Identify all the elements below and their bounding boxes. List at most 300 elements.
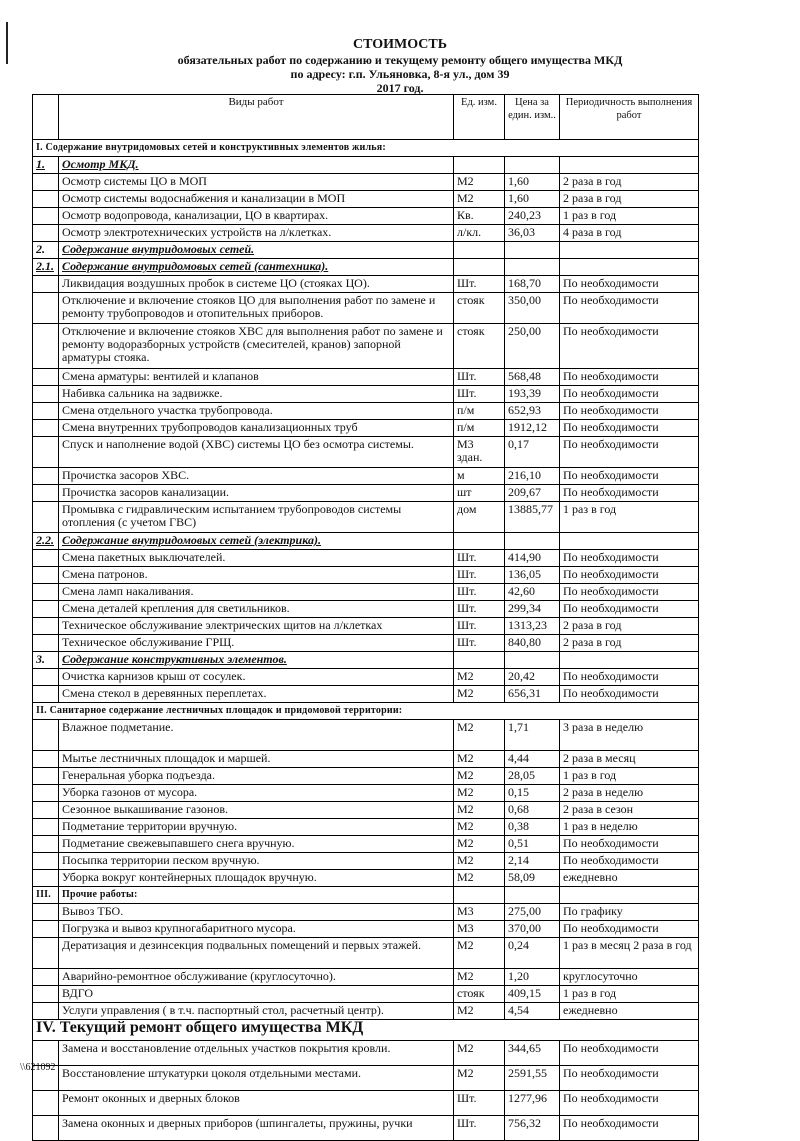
unit-cell: М2	[454, 720, 505, 751]
table-row	[33, 567, 699, 584]
price-cell: 0,51	[505, 836, 560, 853]
price-cell: 1,71	[505, 720, 560, 751]
periodicity-cell: По необходимости	[560, 276, 699, 293]
price-cell: 1313,23	[505, 618, 560, 635]
table-row	[33, 686, 699, 703]
unit-cell: Шт.	[454, 601, 505, 618]
unit-cell: Шт.	[454, 386, 505, 403]
row-number	[33, 437, 59, 468]
work-name: Смена отдельного участка трубопровода.	[59, 403, 454, 420]
table-row	[33, 1091, 699, 1116]
price-cell: 193,39	[505, 386, 560, 403]
unit-cell: М2	[454, 802, 505, 819]
row-number	[33, 485, 59, 502]
periodicity-cell: По необходимости	[560, 550, 699, 567]
work-name: Отключение и включение стояков ХВС для выполнения работ по замене и ремонту водоразборных устройств (смесителей, кранов) запорной арматуры стояка.	[59, 324, 454, 369]
subsection-title: Прочие работы:	[59, 887, 454, 904]
price-cell: 344,65	[505, 1041, 560, 1066]
table-header-row	[33, 95, 699, 140]
price-cell: 13885,77	[505, 502, 560, 533]
row-number	[33, 225, 59, 242]
work-name: Осмотр электротехнических устройств на л/клетках.	[59, 225, 454, 242]
work-name: Смена пакетных выключателей.	[59, 550, 454, 567]
row-number	[33, 403, 59, 420]
price-cell: 240,23	[505, 208, 560, 225]
table-row	[33, 485, 699, 502]
subsection-row	[33, 533, 699, 550]
price-cell: 168,70	[505, 276, 560, 293]
unit-cell: дом	[454, 502, 505, 533]
row-number	[33, 938, 59, 969]
periodicity-cell: По необходимости	[560, 669, 699, 686]
periodicity-cell: По необходимости	[560, 468, 699, 485]
row-number	[33, 870, 59, 887]
periodicity-cell: 2 раза в месяц	[560, 751, 699, 768]
work-name: Смена внутренних трубопроводов канализационных труб	[59, 420, 454, 437]
row-number	[33, 785, 59, 802]
periodicity-cell: По необходимости	[560, 921, 699, 938]
table-row	[33, 768, 699, 785]
periodicity-cell: 2 раза в год	[560, 618, 699, 635]
price-cell: 409,15	[505, 986, 560, 1003]
periodicity-cell: По необходимости	[560, 420, 699, 437]
table-row	[33, 618, 699, 635]
periodicity-cell: По необходимости	[560, 293, 699, 324]
periodicity-cell: 1 раз в год	[560, 208, 699, 225]
header-work-type: Виды работ	[59, 95, 454, 140]
subsection-title: Содержание внутридомовых сетей (электрика).	[59, 533, 454, 550]
document-year: 2017 год.	[376, 81, 424, 95]
price-cell	[505, 533, 560, 550]
section-header-row	[33, 140, 699, 157]
unit-cell: М2	[454, 174, 505, 191]
work-name: ВДГО	[59, 986, 454, 1003]
unit-cell: М3	[454, 904, 505, 921]
periodicity-cell: 1 раз в год	[560, 986, 699, 1003]
section-title: IV. Текущий ремонт общего имущества МКД	[33, 1020, 699, 1041]
unit-cell: л/кл.	[454, 225, 505, 242]
unit-cell: Кв.	[454, 208, 505, 225]
subsection-row	[33, 887, 699, 904]
work-name: Ликвидация воздушных пробок в системе ЦО (стояках ЦО).	[59, 276, 454, 293]
unit-cell	[454, 652, 505, 669]
unit-cell: М2	[454, 686, 505, 703]
work-name: Смена патронов.	[59, 567, 454, 584]
row-number	[33, 836, 59, 853]
row-number	[33, 1091, 59, 1116]
unit-cell	[454, 242, 505, 259]
price-cell: 4,54	[505, 1003, 560, 1020]
periodicity-cell: По необходимости	[560, 1041, 699, 1066]
table-row	[33, 403, 699, 420]
price-cell: 1,20	[505, 969, 560, 986]
unit-cell	[454, 533, 505, 550]
periodicity-cell: По необходимости	[560, 485, 699, 502]
work-name: Замена оконных и дверных приборов (шпингалеты, пружины, ручки	[59, 1116, 454, 1141]
periodicity-cell	[560, 887, 699, 904]
unit-cell: М2	[454, 669, 505, 686]
table-row	[33, 191, 699, 208]
subsection-row	[33, 157, 699, 174]
work-name: Подметание свежевыпавшего снега вручную.	[59, 836, 454, 853]
work-name: Уборка вокруг контейнерных площадок вручную.	[59, 870, 454, 887]
table-row	[33, 938, 699, 969]
row-number	[33, 969, 59, 986]
table-row	[33, 921, 699, 938]
table-row	[33, 1116, 699, 1141]
work-name: Влажное подметание.	[59, 720, 454, 751]
price-cell: 136,05	[505, 567, 560, 584]
work-name: Промывка с гидравлическим испытанием трубопроводов системы отопления (с учетом ГВС)	[59, 502, 454, 533]
table-row	[33, 785, 699, 802]
work-name: Техническое обслуживание электрических щитов на л/клетках	[59, 618, 454, 635]
row-number	[33, 276, 59, 293]
unit-cell: М3	[454, 921, 505, 938]
periodicity-cell	[560, 259, 699, 276]
document-code: \\621092	[20, 1062, 56, 1073]
subsection-row	[33, 652, 699, 669]
price-cell: 1277,96	[505, 1091, 560, 1116]
work-name: Отключение и включение стояков ЦО для выполнения работ по замене и ремонту трубопроводов и отопительных приборов.	[59, 293, 454, 324]
work-name: Аварийно-ремонтное обслуживание (круглосуточно).	[59, 969, 454, 986]
unit-cell: М2	[454, 969, 505, 986]
periodicity-cell: По необходимости	[560, 1091, 699, 1116]
unit-cell: стояк	[454, 293, 505, 324]
unit-cell: Шт.	[454, 550, 505, 567]
work-name: Осмотр системы ЦО в МОП	[59, 174, 454, 191]
row-number	[33, 904, 59, 921]
subsection-row	[33, 259, 699, 276]
section-title: I. Содержание внутридомовых сетей и конструктивных элементов жилья:	[33, 140, 699, 157]
row-number: III.	[33, 887, 59, 904]
periodicity-cell: По графику	[560, 904, 699, 921]
periodicity-cell: 1 раз в год	[560, 502, 699, 533]
unit-cell: М2	[454, 1041, 505, 1066]
work-name: Сезонное выкашивание газонов.	[59, 802, 454, 819]
section-header-row	[33, 703, 699, 720]
header-periodicity: Периодичность выполнения работ	[560, 95, 699, 140]
subsection-row	[33, 242, 699, 259]
row-number	[33, 751, 59, 768]
price-cell: 0,15	[505, 785, 560, 802]
periodicity-cell: 1 раз в год	[560, 768, 699, 785]
periodicity-cell: По необходимости	[560, 836, 699, 853]
table-row	[33, 550, 699, 567]
table-row	[33, 1066, 699, 1091]
row-number	[33, 502, 59, 533]
price-cell: 568,48	[505, 369, 560, 386]
price-cell: 4,44	[505, 751, 560, 768]
price-cell: 0,24	[505, 938, 560, 969]
unit-cell: М2	[454, 768, 505, 785]
row-number	[33, 293, 59, 324]
table-row	[33, 369, 699, 386]
periodicity-cell: По необходимости	[560, 437, 699, 468]
periodicity-cell: По необходимости	[560, 567, 699, 584]
unit-cell	[454, 887, 505, 904]
work-name: Посыпка территории песком вручную.	[59, 853, 454, 870]
table-row	[33, 276, 699, 293]
periodicity-cell: По необходимости	[560, 1116, 699, 1141]
unit-cell: м	[454, 468, 505, 485]
table-row	[33, 986, 699, 1003]
periodicity-cell: ежедневно	[560, 1003, 699, 1020]
row-number	[33, 802, 59, 819]
work-name: Замена и восстановление отдельных участков покрытия кровли.	[59, 1041, 454, 1066]
periodicity-cell	[560, 242, 699, 259]
unit-cell: Шт.	[454, 635, 505, 652]
unit-cell: Шт.	[454, 567, 505, 584]
periodicity-cell: круглосуточно	[560, 969, 699, 986]
unit-cell: М2	[454, 785, 505, 802]
unit-cell: Шт.	[454, 1091, 505, 1116]
unit-cell	[454, 157, 505, 174]
periodicity-cell: По необходимости	[560, 386, 699, 403]
work-name: Спуск и наполнение водой (ХВС) системы ЦО без осмотра системы.	[59, 437, 454, 468]
periodicity-cell: По необходимости	[560, 403, 699, 420]
subsection-title: Содержание конструктивных элементов.	[59, 652, 454, 669]
price-cell: 275,00	[505, 904, 560, 921]
work-name: Мытье лестничных площадок и маршей.	[59, 751, 454, 768]
periodicity-cell: По необходимости	[560, 1066, 699, 1091]
table-row	[33, 437, 699, 468]
periodicity-cell: 2 раза в сезон	[560, 802, 699, 819]
table-row	[33, 720, 699, 751]
subsection-title: Содержание внутридомовых сетей.	[59, 242, 454, 259]
table-row	[33, 853, 699, 870]
unit-cell: Шт.	[454, 276, 505, 293]
work-name: Смена деталей крепления для светильников.	[59, 601, 454, 618]
row-number: 2.2.	[33, 533, 59, 550]
periodicity-cell: 1 раз в неделю	[560, 819, 699, 836]
table-row	[33, 386, 699, 403]
unit-cell: М2	[454, 1066, 505, 1091]
row-number	[33, 720, 59, 751]
section-title: II. Санитарное содержание лестничных площадок и придомовой территории:	[33, 703, 699, 720]
periodicity-cell: 4 раза в год	[560, 225, 699, 242]
work-name: Очистка карнизов крыш от сосулек.	[59, 669, 454, 686]
table-row	[33, 468, 699, 485]
periodicity-cell: ежедневно	[560, 870, 699, 887]
periodicity-cell: 1 раз в месяц 2 раза в год	[560, 938, 699, 969]
row-number	[33, 174, 59, 191]
price-cell: 28,05	[505, 768, 560, 785]
work-name: Восстановление штукатурки цоколя отдельными местами.	[59, 1066, 454, 1091]
price-cell: 0,38	[505, 819, 560, 836]
unit-cell: п/м	[454, 420, 505, 437]
work-name: Погрузка и вывоз крупногабаритного мусора.	[59, 921, 454, 938]
price-cell: 216,10	[505, 468, 560, 485]
unit-cell: М2	[454, 938, 505, 969]
document-subtitle: обязательных работ по содержанию и текущему ремонту общего имущества МКД	[177, 53, 623, 67]
unit-cell: М2	[454, 836, 505, 853]
row-number	[33, 618, 59, 635]
price-cell: 370,00	[505, 921, 560, 938]
price-cell: 1,60	[505, 191, 560, 208]
price-cell: 0,17	[505, 437, 560, 468]
price-cell: 652,93	[505, 403, 560, 420]
row-number	[33, 550, 59, 567]
subsection-title: Содержание внутридомовых сетей (сантехника).	[59, 259, 454, 276]
work-name: Смена арматуры: вентилей и клапанов	[59, 369, 454, 386]
table-row	[33, 584, 699, 601]
row-number: 2.	[33, 242, 59, 259]
price-cell: 1912,12	[505, 420, 560, 437]
periodicity-cell: 2 раза в год	[560, 635, 699, 652]
row-number	[33, 584, 59, 601]
table-row	[33, 819, 699, 836]
table-row	[33, 208, 699, 225]
price-cell: 209,67	[505, 485, 560, 502]
row-number	[33, 601, 59, 618]
unit-cell: М2	[454, 819, 505, 836]
price-cell	[505, 887, 560, 904]
table-row	[33, 225, 699, 242]
unit-cell: стояк	[454, 986, 505, 1003]
row-number	[33, 191, 59, 208]
document-address: по адресу: г.п. Ульяновка, 8-я ул., дом 39	[290, 67, 510, 81]
unit-cell	[454, 259, 505, 276]
work-name: Смена ламп накаливания.	[59, 584, 454, 601]
table-row	[33, 174, 699, 191]
row-number	[33, 768, 59, 785]
row-number	[33, 386, 59, 403]
table-row	[33, 802, 699, 819]
periodicity-cell	[560, 157, 699, 174]
document-title: СТОИМОСТЬ	[352, 37, 448, 52]
price-cell: 656,31	[505, 686, 560, 703]
price-cell: 840,80	[505, 635, 560, 652]
work-name: Услуги управления ( в т.ч. паспортный стол, расчетный центр).	[59, 1003, 454, 1020]
unit-cell: М2	[454, 870, 505, 887]
section-iv-header-row	[33, 1020, 699, 1041]
unit-cell: Шт.	[454, 369, 505, 386]
unit-cell: стояк	[454, 324, 505, 369]
table-row	[33, 836, 699, 853]
price-cell	[505, 652, 560, 669]
work-name: Генеральная уборка подъезда.	[59, 768, 454, 785]
price-cell: 350,00	[505, 293, 560, 324]
price-cell: 250,00	[505, 324, 560, 369]
unit-cell: п/м	[454, 403, 505, 420]
row-number	[33, 669, 59, 686]
row-number: 3.	[33, 652, 59, 669]
work-name: Набивка сальника на задвижке.	[59, 386, 454, 403]
table-row	[33, 870, 699, 887]
price-cell: 2591,55	[505, 1066, 560, 1091]
table-row	[33, 751, 699, 768]
price-cell: 1,60	[505, 174, 560, 191]
price-cell: 299,34	[505, 601, 560, 618]
periodicity-cell	[560, 652, 699, 669]
unit-cell: Шт.	[454, 1116, 505, 1141]
row-number	[33, 1003, 59, 1020]
unit-cell: Шт.	[454, 584, 505, 601]
work-name: Дератизация и дезинсекция подвальных помещений и первых этажей.	[59, 938, 454, 969]
work-name: Осмотр системы водоснабжения и канализации в МОП	[59, 191, 454, 208]
price-cell: 414,90	[505, 550, 560, 567]
header-num-cell	[33, 95, 59, 140]
row-number	[33, 208, 59, 225]
price-cell: 42,60	[505, 584, 560, 601]
row-number: 1.	[33, 157, 59, 174]
price-cell: 36,03	[505, 225, 560, 242]
table-row	[33, 969, 699, 986]
table-row	[33, 1041, 699, 1066]
price-cell	[505, 242, 560, 259]
work-name: Прочистка засоров ХВС.	[59, 468, 454, 485]
periodicity-cell: По необходимости	[560, 369, 699, 386]
table-row	[33, 904, 699, 921]
periodicity-cell: 2 раза в год	[560, 191, 699, 208]
work-name: Техническое обслуживание ГРЩ.	[59, 635, 454, 652]
price-cell	[505, 259, 560, 276]
unit-cell: М3 здан.	[454, 437, 505, 468]
table-row	[33, 635, 699, 652]
unit-cell: шт	[454, 485, 505, 502]
work-name: Прочистка засоров канализации.	[59, 485, 454, 502]
price-cell	[505, 157, 560, 174]
periodicity-cell: 2 раза в год	[560, 174, 699, 191]
row-number	[33, 420, 59, 437]
row-number	[33, 921, 59, 938]
price-cell: 20,42	[505, 669, 560, 686]
work-name: Уборка газонов от мусора.	[59, 785, 454, 802]
row-number: 2.1.	[33, 259, 59, 276]
price-cell: 0,68	[505, 802, 560, 819]
table-row	[33, 669, 699, 686]
table-row	[33, 601, 699, 618]
unit-cell: Шт.	[454, 618, 505, 635]
periodicity-cell: По необходимости	[560, 324, 699, 369]
header-price: Цена за един. изм..	[505, 95, 560, 140]
price-cell: 756,32	[505, 1116, 560, 1141]
price-cell: 58,09	[505, 870, 560, 887]
periodicity-cell: 3 раза в неделю	[560, 720, 699, 751]
price-cell: 2,14	[505, 853, 560, 870]
periodicity-cell: 2 раза в неделю	[560, 785, 699, 802]
unit-cell: М2	[454, 191, 505, 208]
row-number	[33, 853, 59, 870]
header-unit: Ед. изм.	[454, 95, 505, 140]
row-number	[33, 324, 59, 369]
row-number	[33, 1116, 59, 1141]
periodicity-cell: По необходимости	[560, 853, 699, 870]
table-row	[33, 324, 699, 369]
table-row	[33, 1003, 699, 1020]
table-row	[33, 502, 699, 533]
periodicity-cell: По необходимости	[560, 601, 699, 618]
row-number	[33, 686, 59, 703]
work-name: Осмотр водопровода, канализации, ЦО в квартирах.	[59, 208, 454, 225]
work-name: Смена стекол в деревянных переплетах.	[59, 686, 454, 703]
table-row	[33, 420, 699, 437]
periodicity-cell	[560, 533, 699, 550]
row-number	[33, 986, 59, 1003]
row-number	[33, 369, 59, 386]
row-number	[33, 819, 59, 836]
row-number	[33, 635, 59, 652]
periodicity-cell: По необходимости	[560, 686, 699, 703]
work-name: Ремонт оконных и дверных блоков	[59, 1091, 454, 1116]
work-name: Вывоз ТБО.	[59, 904, 454, 921]
row-number	[33, 468, 59, 485]
subsection-title: Осмотр МКД.	[59, 157, 454, 174]
row-number	[33, 567, 59, 584]
periodicity-cell: По необходимости	[560, 584, 699, 601]
unit-cell: М2	[454, 1003, 505, 1020]
work-name: Подметание территории вручную.	[59, 819, 454, 836]
